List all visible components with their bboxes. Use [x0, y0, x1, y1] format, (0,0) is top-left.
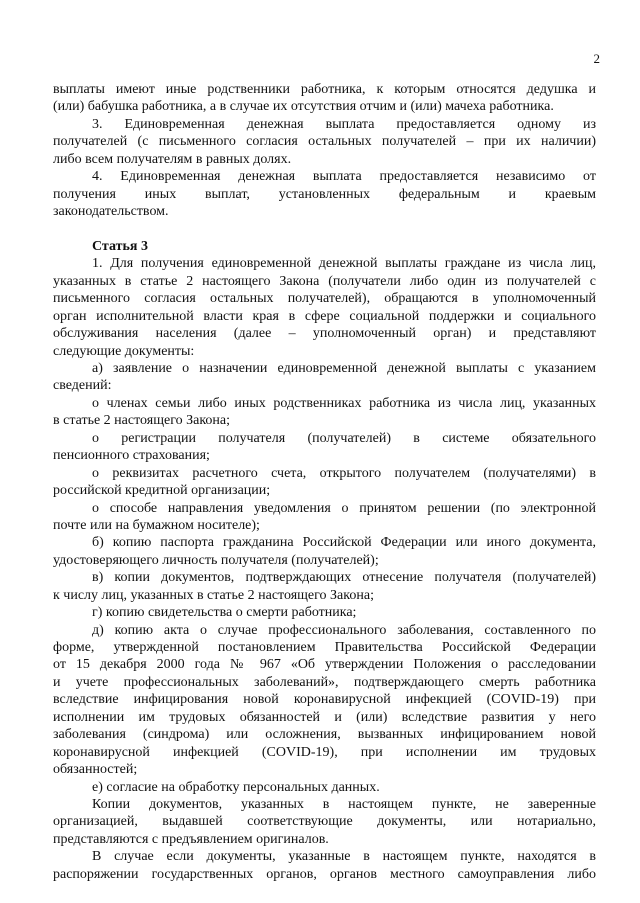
text-line: форме, утвержденной постановлением Правительства Российской Федерации	[53, 640, 596, 655]
text-line: получения иных выплат, установленных федеральным и краевым	[53, 186, 596, 202]
text-line: о способе направления уведомления о принятом решении (по электронной	[92, 500, 596, 516]
text-line: б) копию паспорта гражданина Российской Федерации или иного документа,	[92, 535, 596, 551]
text-line: представляются с предъявлением оригиналов.	[53, 831, 329, 847]
text-line: Копии документов, указанных в настоящем пункте, не заверенные	[92, 796, 596, 812]
text-line: 3. Единовременная денежная выплата предоставляется одному из	[92, 116, 596, 132]
text-line: 1. Для получения единовременной денежной выплаты граждане из числа лиц,	[92, 256, 596, 272]
text-line: получателей (с письменного согласия остальных получателей – при их наличии)	[53, 134, 596, 150]
text-line: орган исполнительной власти края в сфере социальной поддержки и социального	[53, 308, 596, 324]
text-line: от 15 декабря 2000 года № 967 «Об утверждении Положения о расследовании	[53, 657, 596, 673]
text-line: удостоверяющего личность получателя (получателей);	[53, 552, 379, 568]
page-number: 2	[593, 51, 600, 66]
text-line: В случае если документы, указанные в настоящем пункте, находятся в	[92, 849, 596, 865]
text-line: обслуживания населения (далее – уполномоченный орган) и представляют	[53, 326, 596, 342]
text-line: письменного согласия остальных получателей), обращаются в уполномоченный	[53, 291, 596, 307]
text-line: заболевания (синдрома) или осложнения, вызванных инфицированием новой	[53, 727, 596, 743]
article-heading: Статья 3	[92, 238, 148, 254]
text-line: следующие документы:	[53, 343, 195, 359]
text-line: (или) бабушка работника, а в случае их отсутствия отчим и (или) мачеха работника.	[53, 99, 554, 115]
text-line: почте или на бумажном носителе);	[53, 517, 260, 533]
text-line: коронавирусной инфекцией (COVID-19), при исполнении им трудовых	[53, 744, 596, 760]
text-line: о членах семьи либо иных родственниках работника из числа лиц, указанных	[92, 395, 596, 411]
text-line: исполнении им трудовых обязанностей и (или) вследствие развития у него	[53, 709, 596, 725]
text-line: распоряжении государственных органов, органов местного самоуправления либо	[53, 866, 596, 882]
text-line: в статье 2 настоящего Закона;	[53, 413, 231, 429]
text-line: а) заявление о назначении единовременной денежной выплаты с указанием	[92, 361, 596, 376]
text-line: либо всем получателям в равных долях.	[53, 151, 292, 167]
text-line: указанных в статье 2 настоящего Закона (получатели либо один из получателей с	[53, 273, 596, 289]
text-line: пенсионного страхования;	[53, 448, 210, 464]
text-line: о реквизитах расчетного счета, открытого получателем (получателями) в	[92, 465, 596, 481]
text-line: к числу лиц, указанных в статье 2 настоящего Закона;	[53, 587, 374, 603]
text-line: организацией, выдавшей соответствующие документы, или нотариально,	[53, 814, 596, 830]
text-line: сведений:	[53, 378, 112, 394]
text-line: вследствие инфицирования новой коронавирусной инфекцией (COVID-19) при	[53, 692, 596, 708]
text-line: о регистрации получателя (получателей) в системе обязательного	[92, 430, 596, 446]
paragraph-gap	[53, 221, 596, 238]
text-line: 4. Единовременная денежная выплата предоставляется независимо от	[92, 169, 596, 185]
document-body	[53, 81, 596, 883]
text-line: российской кредитной организации;	[53, 483, 271, 499]
text-line: обязанностей;	[53, 762, 138, 778]
text-line: выплаты имеют иные родственники работника, к которым относятся дедушка и	[53, 82, 596, 97]
text-line: и учете профессиональных заболеваний», подтверждающего смерть работника	[53, 674, 596, 690]
text-line: в) копии документов, подтверждающих отнесение получателя (получателей)	[92, 570, 596, 586]
text-line: д) копию акта о случае профессионального заболевания, составленного по	[92, 622, 596, 638]
text-line: г) копию свидетельства о смерти работника;	[92, 605, 357, 621]
text-line: е) согласие на обработку персональных данных.	[92, 779, 380, 795]
text-line: законодательством.	[53, 204, 169, 220]
